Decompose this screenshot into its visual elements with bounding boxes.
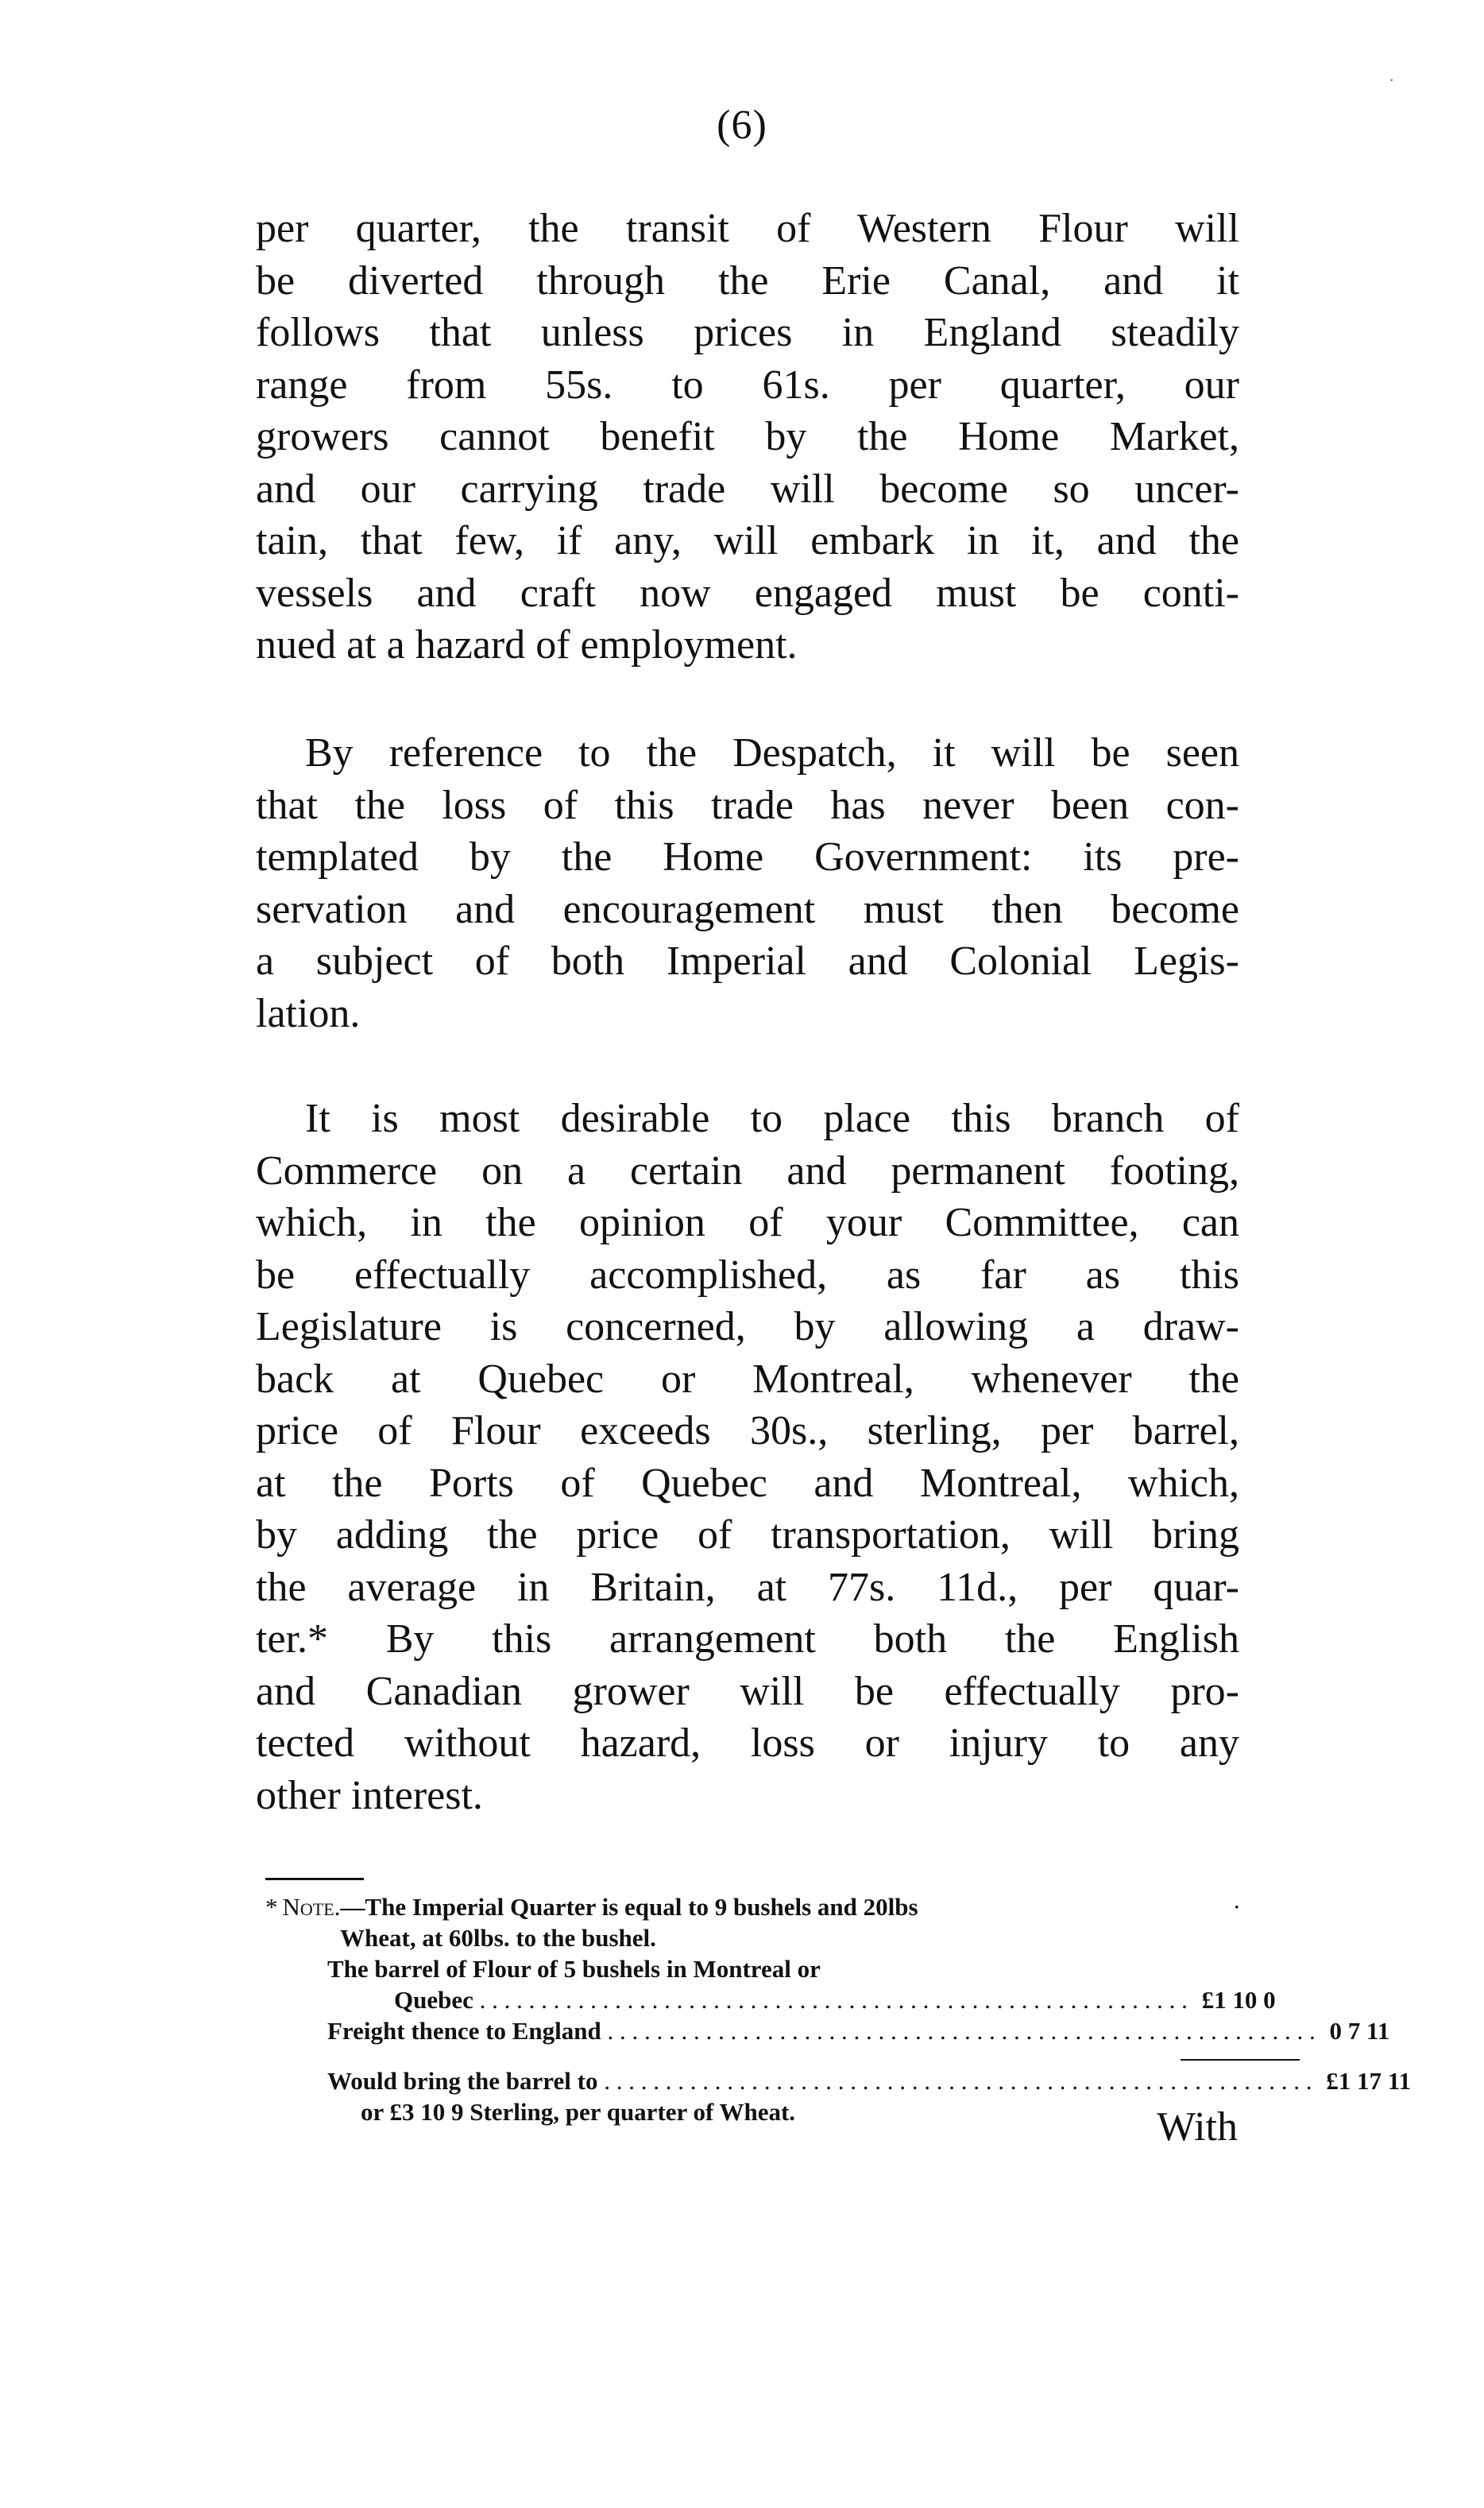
footnote-marker: *	[265, 1893, 278, 1921]
paragraph-1	[256, 203, 1239, 672]
sum-rule	[1181, 2059, 1300, 2061]
paragraph-line: be effectually accomplished, as far as this	[256, 1252, 1239, 1298]
ledger-row	[265, 1984, 1276, 2015]
paragraph-line: a subject of both Imperial and Colonial Legis-	[256, 939, 1239, 984]
stray-dot: ·	[1232, 1893, 1241, 1921]
footnote-line-1	[265, 1891, 1239, 1922]
page-number: (6)	[717, 103, 767, 148]
ledger-amount: £1 10 0	[1201, 1986, 1276, 2014]
footnote-label: Note.	[282, 1893, 341, 1921]
paragraph-line: templated by the Home Government: its pre-	[256, 834, 1239, 880]
paragraph-line: lation.	[256, 990, 361, 1036]
paragraph-line: price of Flour exceeds 30s., sterling, per barrel,	[256, 1408, 1239, 1453]
ledger-amount: 0 7 11	[1329, 2017, 1390, 2045]
paragraph-line: at the Ports of Quebec and Montreal, which,	[256, 1460, 1239, 1506]
ledger-amount: £1 17 11	[1326, 2067, 1412, 2095]
paragraph-line: which, in the opinion of your Committee, can	[256, 1200, 1239, 1245]
footnote-divider	[265, 1878, 364, 1880]
ledger-row	[265, 2015, 1390, 2046]
paragraph-line: and our carrying trade will become so uncer-	[256, 466, 1239, 512]
paragraph-line: the average in Britain, at 77s. 11d., per quar-	[256, 1564, 1239, 1610]
paragraph-line: tected without hazard, loss or injury to any	[256, 1720, 1239, 1766]
paragraph-line: range from 55s. to 61s. per quarter, our	[256, 362, 1239, 408]
footnote-conclusion: or £3 10 9 Sterling, per quarter of Wheat.	[361, 2098, 796, 2126]
footnote-line-2: Wheat, at 60lbs. to the bushel.	[340, 1924, 656, 1952]
paragraph-line: Commerce on a certain and permanent footing,	[256, 1148, 1239, 1194]
paragraph-line: be diverted through the Erie Canal, and it	[256, 257, 1239, 304]
ledger-label: Quebec . . .	[394, 1986, 1188, 2014]
ledger-label: Freight thence to England . . .	[327, 2017, 1316, 2045]
paragraph-line: Legislature is concerned, by allowing a draw-	[256, 1304, 1239, 1349]
paragraph-line: other interest.	[256, 1772, 483, 1818]
ledger-total-row	[265, 2065, 1412, 2096]
paragraph-line: growers cannot benefit by the Home Market,	[256, 414, 1239, 459]
paragraph-line: by adding the price of transportation, will bring	[256, 1512, 1239, 1558]
paragraph-line: back at Quebec or Montreal, whenever the	[256, 1356, 1239, 1402]
footnote-text: —The Imperial Quarter is equal to 9 bushels and 20lbs	[340, 1893, 918, 1921]
paragraph-line: follows that unless prices in England steadily	[256, 310, 1239, 355]
paragraph-line: and Canadian grower will be effectually pro-	[256, 1668, 1239, 1714]
paragraph-line: servation and encouragement must then become	[256, 886, 1239, 932]
paragraph-2	[256, 727, 1239, 1039]
paragraph-line: tain, that few, if any, will embark in it, and the	[256, 518, 1239, 563]
paragraph-line: By reference to the Despatch, it will be seen	[305, 730, 1239, 776]
catchword: With	[1157, 2104, 1238, 2150]
paragraph-line: that the loss of this trade has never been con-	[256, 782, 1239, 828]
paragraph-line: nued at a hazard of employment.	[256, 622, 798, 668]
paragraph-3	[256, 1093, 1239, 1821]
paragraph-line: It is most desirable to place this branch of	[305, 1096, 1239, 1141]
paragraph-line: ter.* By this arrangement both the English	[256, 1616, 1239, 1662]
stray-mark: ·	[1389, 70, 1395, 90]
paragraph-line: vessels and craft now engaged must be conti-	[256, 570, 1239, 616]
footnote-line-3: The barrel of Flour of 5 bushels in Montreal or	[327, 1955, 821, 1983]
ledger-label: Would bring the barrel to . . .	[327, 2067, 1312, 2095]
footnote	[265, 1891, 1412, 2127]
paragraph-line: per quarter, the transit of Western Flour will	[256, 206, 1239, 251]
